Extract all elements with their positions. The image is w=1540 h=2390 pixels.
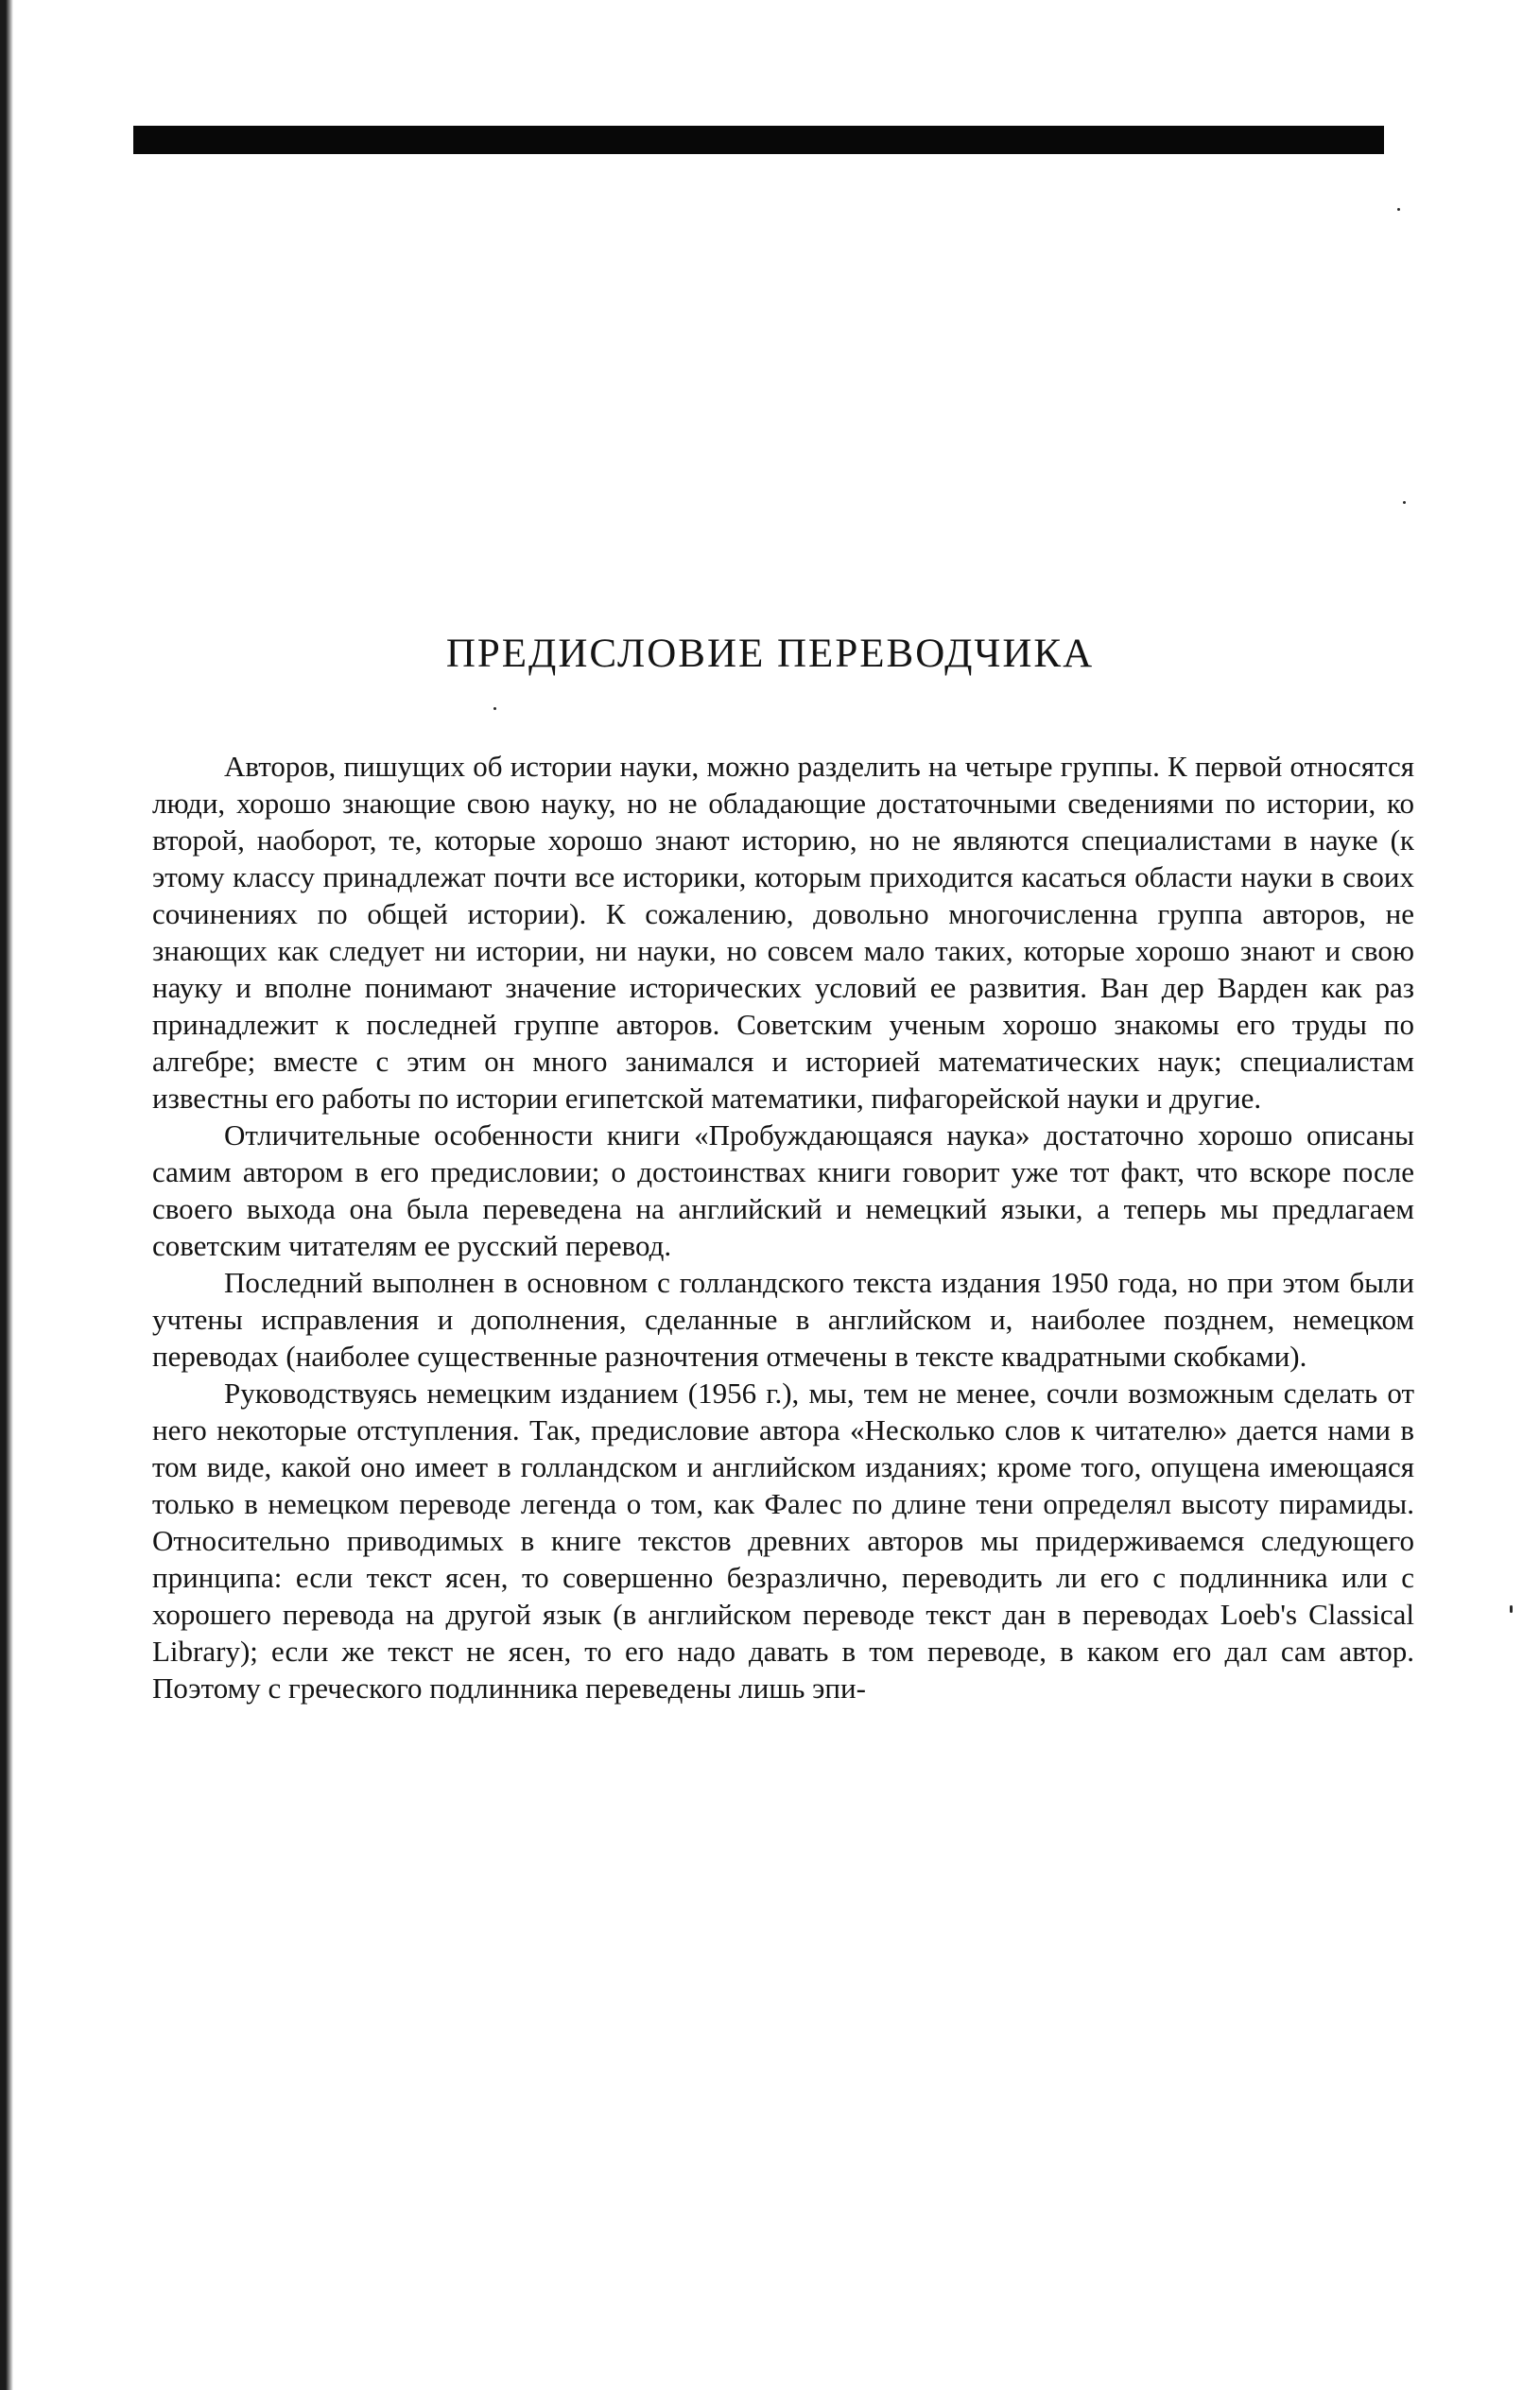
scan-binding-edge <box>0 0 13 2390</box>
scan-speck <box>1397 208 1400 211</box>
header-rule <box>133 126 1384 154</box>
paragraph-1: Авторов, пишущих об истории науки, можно разделить на четыре группы. К первой относятся люди, хорошо знающие свою науку, но не обладающие достаточными сведениями по истории, ко второй, наоборот, те, которые хорошо знают историю, но не являются специалистами в науке (к этому классу принадлежат почти все историки, которым приходится касаться области науки в своих сочинениях по общей истории). К сожалению, довольно многочисленна группа авторов, не знающих как следует ни истории, ни науки, но совсем мало таких, которые хорошо знают и свою науку и вполне понимают значение исторических условий ее развития. Ван дер Варден как раз принадлежит к последней группе авторов. Советским ученым хорошо знакомы его труды по алгебре; вместе с этим он много занимался и историей математических наук; специалистам известны его работы по истории египетской математики, пифагорейской науки и другие. <box>152 750 1414 1115</box>
scan-speck <box>1403 501 1406 504</box>
body-text <box>152 748 1414 1706</box>
scan-speck <box>493 707 496 710</box>
paragraph-2: Отличительные особенности книги «Пробуждающаяся наука» достаточно хорошо описаны самим автором в его предисловии; о достоинствах книги говорит уже тот факт, что вскоре после своего выхода она была переведена на английский и немецкий языки, а теперь мы предлагаем советским читателям ее русский перевод. <box>152 1118 1414 1262</box>
scan-speck <box>1510 1605 1513 1613</box>
paragraph-4: Руководствуясь немецким изданием (1956 г.), мы, тем не менее, сочли возможным сделать от него некоторые отступления. Так, предисловие автора «Несколько слов к читателю» дается нами в том виде, какой оно имеет в голландском и английском изданиях; кроме того, опущена имеющаяся только в немецком переводе легенда о том, как Фалес по длине тени определял высоту пирамиды. Относительно приводимых в книге текстов древних авторов мы придерживаемся следующего принципа: если текст ясен, то совершенно безразлично, переводить ли его с подлинника или с хорошего перевода на другой язык (в английском переводе текст дан в переводах Loeb's Classical Library); если же текст не ясен, то его надо давать в том переводе, в каком его дал сам автор. Поэтому с греческого подлинника переведены лишь эпи- <box>152 1377 1414 1705</box>
paragraph-3: Последний выполнен в основном с голландского текста издания 1950 года, но при этом были учтены исправления и дополнения, сделанные в английском и, наиболее позднем, немецком переводах (наиболее существенные разночтения отмечены в тексте квадратными скобками). <box>152 1266 1414 1373</box>
page-title: ПРЕДИСЛОВИЕ ПЕРЕВОДЧИКА <box>445 632 1095 676</box>
